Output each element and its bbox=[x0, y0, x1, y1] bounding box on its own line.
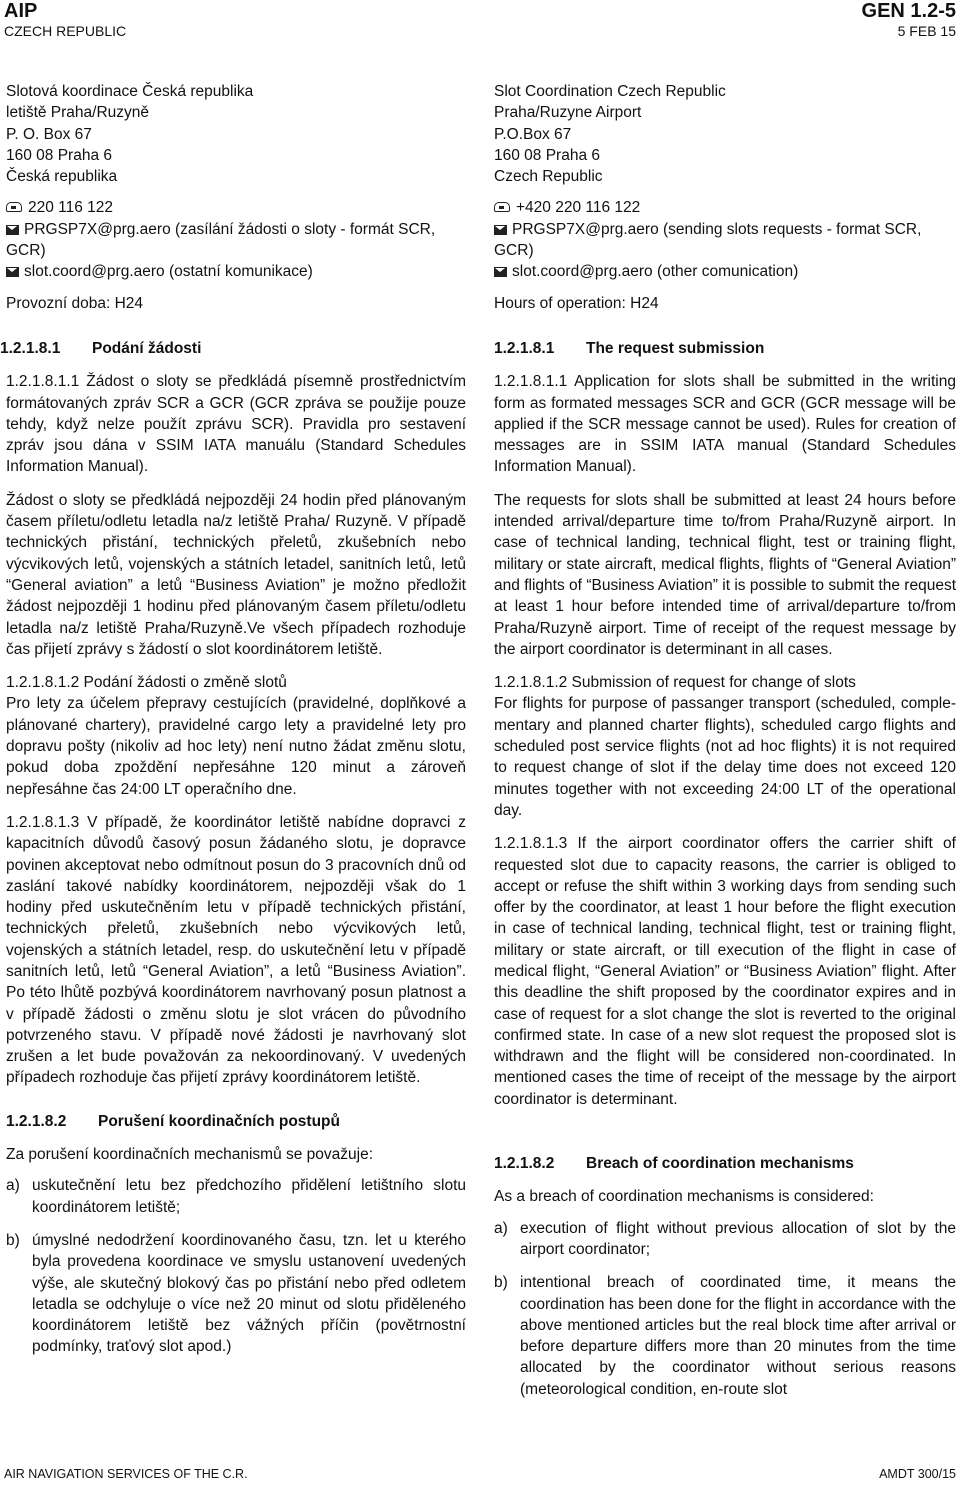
paragraph: 1.2.1.8.1.1 Žádost o sloty se předkládá písemně prostřednictvím formátovaných zpráv SCR a GCR (GCR zpráva se použije pouze tehdy, když nelze použít zprávu SCR). Pravidla pro sestavení zpráv jsou dána v SSIM IATA manuálu (Standard Schedules Information Manual). bbox=[6, 373, 466, 476]
paragraph: Žádost o sloty se předkládá nejpozději 24 hodin před plánovaným časem příletu/odletu letadla na/z letiště Praha/ Ruzyně. V případě technických přistání, technických přeletů, zkušebních nebo výcvikových letů, vojenských a státních letadel, sanitních letů, letů “General aviation” a letů “Business Aviation” je možno předložit žádost nejpozději 1 hodinu před plánovaným časem příletu/odletu letadla na/z letiště Praha/Ruzyně.Ve všech případech rozhoduje čas přijetí zprávy s žádostí o slot koordinátorem letiště. bbox=[6, 491, 466, 658]
list-item bbox=[494, 1218, 956, 1261]
header-country: CZECH REPUBLIC bbox=[4, 23, 127, 39]
paragraph: 1.2.1.8.1.1 Application for slots shall be submitted in the writing form as formated messages SCR and GCR (GCR message will be applied if the SCR message cannot be used). Rules for creation of messages are in SSIM IATA manual (Standard Schedules Information Manual). bbox=[494, 373, 956, 476]
mail-icon bbox=[494, 225, 507, 235]
section-title: Breach of coordination mechanisms bbox=[586, 1155, 854, 1173]
address-line: Slot Coordination Czech Republic bbox=[494, 83, 726, 100]
section-number: 1.2.1.8.1 bbox=[494, 339, 555, 357]
section-heading bbox=[0, 338, 466, 359]
list-item bbox=[494, 1272, 956, 1400]
header-aip-title: AIP bbox=[4, 0, 38, 22]
phone-number: +420 220 116 122 bbox=[516, 199, 641, 217]
list-marker: b) bbox=[494, 1274, 508, 1292]
section-title: Podání žádosti bbox=[92, 339, 202, 357]
list-text: intentional breach of coordinated time, it means the coordination has been done for the flight in accordance with the above mentioned articles but the real block time after arrival or before departure differs more than 20 minutes from the time allocated by the coordinator without serious reasons (meteorological condition, en-route slot bbox=[520, 1274, 956, 1398]
right-address-block bbox=[494, 81, 956, 187]
mail-icon bbox=[494, 267, 507, 277]
phone-number: 220 116 122 bbox=[28, 199, 114, 217]
list-item bbox=[6, 1175, 466, 1218]
left-address-block bbox=[6, 81, 466, 187]
subsection-heading: 1.2.1.8.1.2 Submission of request for change of slots bbox=[494, 674, 856, 692]
address-line: 160 08 Praha 6 bbox=[494, 146, 601, 164]
header-page-ref: GEN 1.2-5 bbox=[861, 0, 956, 22]
list-text: uskutečnění letu bez předchozího přidělení letištního slotu koordinátorem letiště; bbox=[32, 1177, 466, 1216]
contact-email-requests bbox=[494, 219, 956, 262]
section-number: 1.2.1.8.2 bbox=[6, 1112, 67, 1130]
paragraph: 1.2.1.8.1.3 V případě, že koordinátor letiště nabídne dopravci z kapacitních důvodů časový posun žádaného slotu, je dopravce povinen akceptovat nebo odmítnout posun do 3 pracovních dnů od zaslání takové nabídky koordinátorem, nejpozději však do 1 hodiny před uskutečněním letu v případě technických přistání, technických přeletů, zkušebních nebo výcvikových letů, vojenských a státních letadel, resp. do uskutečnění letu v případě sanitních letů, letů “General Aviation”, a letů “Business Aviation”. Po této lhůtě pozbývá koordinátorem navrhovaný posun platnost a v případě žádosti o změnu slotu je slot vrácen do původního potvrzeného stavu. V případě nové žádosti je navrhovaný slot zrušen a let bude považován za nekoordinovaný. V uvedených případech rozhoduje čas přijetí zprávy koordinátorem letiště. bbox=[6, 813, 466, 1087]
contact-phone bbox=[494, 197, 956, 218]
paragraph: For flights for purpose of passanger transport (scheduled, comple-mentary and planned charter flights), scheduled cargo flights and scheduled post service flights (not ad hoc flights) it is not required to request change of slot if the delay time does not exceed 120 minutes together with not exceeding 24:00 LT of the operational day. bbox=[494, 695, 956, 819]
list-intro: Za porušení koordinačních mechanismů se považuje: bbox=[6, 1146, 374, 1164]
list-text: execution of flight without previous allocation of slot by the airport coordinator; bbox=[520, 1219, 956, 1258]
phone-icon bbox=[6, 202, 22, 212]
email-other-text[interactable]: slot.coord@prg.aero (other comunication) bbox=[512, 263, 799, 281]
footer-amendment: AMDT 300/15 bbox=[879, 1467, 956, 1481]
contact-phone bbox=[6, 197, 466, 218]
footer-publisher: AIR NAVIGATION SERVICES OF THE C.R. bbox=[4, 1467, 248, 1481]
section-number: 1.2.1.8.1 bbox=[0, 339, 61, 357]
list-intro: As a breach of coordination mechanisms is considered: bbox=[494, 1188, 874, 1206]
contact-email-other bbox=[494, 261, 956, 282]
email-other-text[interactable]: slot.coord@prg.aero (ostatní komunikace) bbox=[24, 263, 313, 281]
paragraph: 1.2.1.8.1.3 If the airport coordinator offers the carrier shift of requested slot due to capacity reasons, the carrier is obliged to accept or refuse the shift within 3 working days from sending such offer by the coordinator, at least 1 hour before the flight execution in case of technical landing, technical flight, test or training flight, military or state aircraft, or till execution of the flight in case of medical flight, “General Aviation” or “Business Aviation” flight. After this deadline the shift proposed by the coordinator expires and in case of request for a slot change the slot is reverted to the original confirmed state. In case of a new slot request the proposed slot is withdrawn and the flight will be considered non-coordinated. In mentioned cases the time of receipt of the message by the airport coordinator is determinant. bbox=[494, 835, 956, 1108]
address-line: Slotová koordinace Česká republika bbox=[6, 83, 254, 100]
address-line: Praha/Ruzyne Airport bbox=[494, 104, 642, 122]
header-date: 5 FEB 15 bbox=[897, 23, 956, 39]
section-title: The request submission bbox=[586, 339, 765, 357]
phone-icon bbox=[494, 202, 510, 212]
contact-email-requests bbox=[6, 219, 466, 262]
list-marker: a) bbox=[494, 1219, 508, 1237]
operating-hours: Provozní doba: H24 bbox=[6, 294, 144, 312]
list-item bbox=[6, 1230, 466, 1358]
section-title: Porušení koordinačních postupů bbox=[98, 1112, 340, 1130]
address-line: Česká republika bbox=[6, 168, 118, 186]
paragraph: The requests for slots shall be submitted at least 24 hours before intended arrival/departure time to/from Praha/Ruzyně airport. In case of technical landing, technical flight, test or training flight, military or state aircraft, medical flights, flights of “General Aviation” and flights of “Business Aviation” it is possible to submit the request at least 1 hour before intended time of arrival/departure to/from Praha/Ruzyně airport. Time of receipt of the request message by the airport coordinator is determinant in all cases. bbox=[494, 491, 956, 658]
header-right bbox=[862, 0, 956, 40]
list-marker: b) bbox=[6, 1231, 20, 1249]
section-heading bbox=[6, 1111, 466, 1132]
left-column bbox=[0, 81, 466, 1358]
section-number: 1.2.1.8.2 bbox=[494, 1155, 555, 1173]
list-text: úmyslné nedodržení koordinovaného času, tzn. let u kterého byla provedena koordinace ve smyslu ustanovení uvedených výše, ale skutečný blokový čas po přistání nebo před odletem letadla se odchyluje o více než 20 minut od slotu přiděleného koordinátorem letiště bez vážných příčin (povětrnostní podmínky, traťový slot apod.) bbox=[32, 1231, 466, 1356]
mail-icon bbox=[6, 225, 19, 235]
right-column bbox=[494, 81, 956, 1400]
email-requests-text[interactable]: PRGSP7X@prg.aero (zasílání žádosti o sloty - formát SCR, GCR) bbox=[6, 220, 436, 260]
address-line: 160 08 Praha 6 bbox=[6, 146, 113, 164]
list-marker: a) bbox=[6, 1177, 20, 1195]
header-left bbox=[4, 0, 126, 40]
address-line: P.O.Box 67 bbox=[494, 125, 572, 143]
paragraph: Pro lety za účelem přepravy cestujících (pravidelné, doplňkové a plánované chartery), pravidelné cargo lety a pravidelné lety pro dopravu pošty (nikoliv ad hoc lety) není nutno žádat změnu slotu, pokud doba zpoždění nepřesáhne 120 minut a zároveň nepřesáhne čas 24:00 LT operačního dne. bbox=[6, 695, 466, 798]
address-line: Czech Republic bbox=[494, 168, 603, 186]
contact-email-other bbox=[6, 261, 466, 282]
section-heading bbox=[494, 338, 956, 359]
operating-hours: Hours of operation: H24 bbox=[494, 294, 659, 312]
subsection-heading: 1.2.1.8.1.2 Podání žádosti o změně slotů bbox=[6, 674, 287, 692]
section-heading bbox=[494, 1153, 956, 1174]
address-line: P. O. Box 67 bbox=[6, 125, 92, 143]
address-line: letiště Praha/Ruzyně bbox=[6, 104, 150, 122]
email-requests-text[interactable]: PRGSP7X@prg.aero (sending slots requests - format SCR, GCR) bbox=[494, 220, 922, 260]
mail-icon bbox=[6, 267, 19, 277]
